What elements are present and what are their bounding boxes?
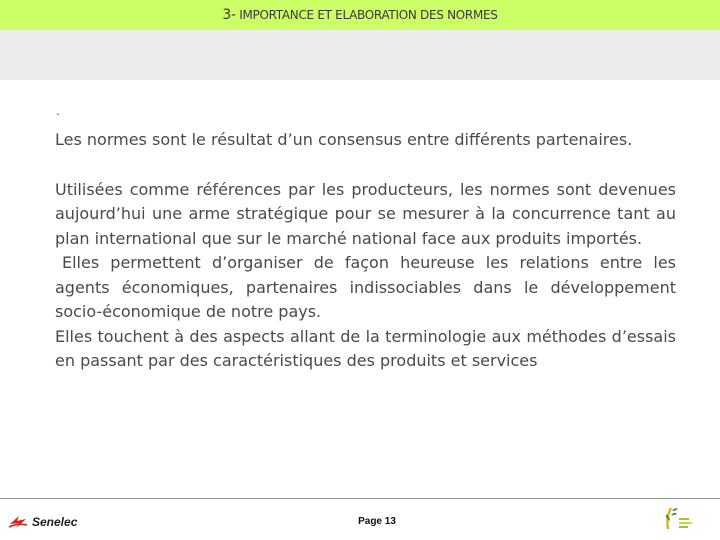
bullet-dot: .: [56, 104, 60, 118]
header-band: [0, 30, 720, 80]
senelec-logo-text: Senelec: [32, 515, 78, 529]
title-text: IMPORTANCE ET ELABORATION DES NORMES: [239, 8, 498, 22]
plant-logo-icon: [662, 505, 696, 531]
paragraph-1: Les normes sont le résultat d’un consensus entre différents partenaires.: [55, 130, 633, 149]
paragraph-4: Elles touchent à des aspects allant de la terminologie aux méthodes d’essais en passant par des caractéristiques des produits et services: [55, 326, 676, 370]
title-number: 3-: [222, 7, 236, 23]
footer-divider: [0, 498, 720, 499]
paragraph-3: Elles permettent d’organiser de façon heureuse les relations entre les agents économiques, partenaires indissociables dans le développement socio-économique de notre pays.: [55, 253, 676, 321]
slide-content: [55, 128, 676, 374]
slide-title: [0, 7, 720, 23]
page-number: Page 13: [358, 516, 396, 527]
paragraph-2: Utilisées comme références par les producteurs, les normes sont devenues aujourd’hui une arme stratégique pour se mesurer à la concurrence tant au plan international que sur le marché national face aux produits importés.: [55, 179, 676, 248]
